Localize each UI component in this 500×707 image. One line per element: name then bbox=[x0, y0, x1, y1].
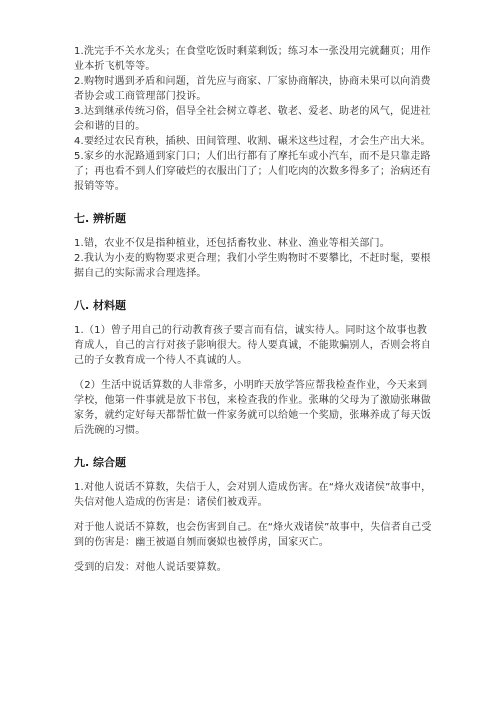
answer-item-3: 3.达到继承传统习俗，倡导全社会树立尊老、敬老、爱老、助老的风气，促进社会和谐的目的。 bbox=[74, 106, 431, 132]
material-paragraph-1: 1.（1）曾子用自己的行动教育孩子要言而有信，诚实待人。同时这个故事也教育成人，自己的言行对孩子影响很大。待人要真诚，不能欺骗别人，否则会将自己的子女教育成一个待人不真诚的人。 bbox=[74, 325, 431, 366]
analysis-item-2: 2.我认为小麦的购物要求更合理；我们小学生购物时不要攀比，不赶时髦，要根据自己的实际需求合理选择。 bbox=[74, 253, 431, 279]
answer-item-5: 5.家乡的水泥路通到家门口；人们出行都有了摩托车或小汽车，而不是只靠走路了；再也看不到人们穿破烂的衣服出门了；人们吃肉的次数多得多了；治病还有报销等等。 bbox=[74, 151, 431, 192]
answer-list-top bbox=[74, 44, 436, 194]
section-heading-8: 八. 材料题 bbox=[74, 299, 127, 312]
section-heading-9: 九. 综合题 bbox=[74, 456, 127, 469]
section-7-body bbox=[74, 236, 436, 281]
material-paragraph-2: （2）生活中说话算数的人非常多，小明昨天放学答应帮我检查作业，今天来到学校，他第一件事就是放下书包，来检查我的作业。张琳的父母为了激励张琳做家务，就约定好每天都帮忙做一件家务就可以给她一个奖励，张琳养成了每天饭后洗碗的习惯。 bbox=[74, 380, 431, 436]
section-9-body bbox=[74, 480, 436, 575]
answer-item-4: 4.要经过农民育秧，插秧、田间管理、收割、碾米这些过程，才会生产出大米。 bbox=[74, 136, 431, 147]
section-heading-7: 七. 辨析题 bbox=[74, 212, 127, 225]
answer-item-2: 2.购物时遇到矛盾和问题，首先应与商家、厂家协商解决，协商未果可以向消费者协会或工商管理部门投诉。 bbox=[74, 76, 431, 102]
comprehensive-paragraph-1: 1.对他人说话不算数，失信于人，会对别人造成伤害。在“烽火戏诸侯”故事中，失信对他人造成的伤害是：诸侯们被戏弄。 bbox=[74, 482, 432, 508]
analysis-item-1: 1.错，农业不仅是指种植业，还包括畜牧业、林业、渔业等相关部门。 bbox=[74, 238, 390, 249]
answer-item-1: 1.洗完手不关水龙头；在食堂吃饭时剩菜剩饭；练习本一张没用完就翻页；用作业本折飞机等等。 bbox=[74, 46, 431, 72]
section-8-body bbox=[74, 323, 436, 438]
comprehensive-paragraph-3: 受到的启发：对他人说话要算数。 bbox=[74, 562, 227, 573]
comprehensive-paragraph-2: 对于他人说话不算数，也会伤害到自己。在“烽火戏诸侯”故事中，失信者自己受到的伤害是：幽王被逼自刎而褒姒也被俘虏，国家灭亡。 bbox=[74, 522, 432, 548]
